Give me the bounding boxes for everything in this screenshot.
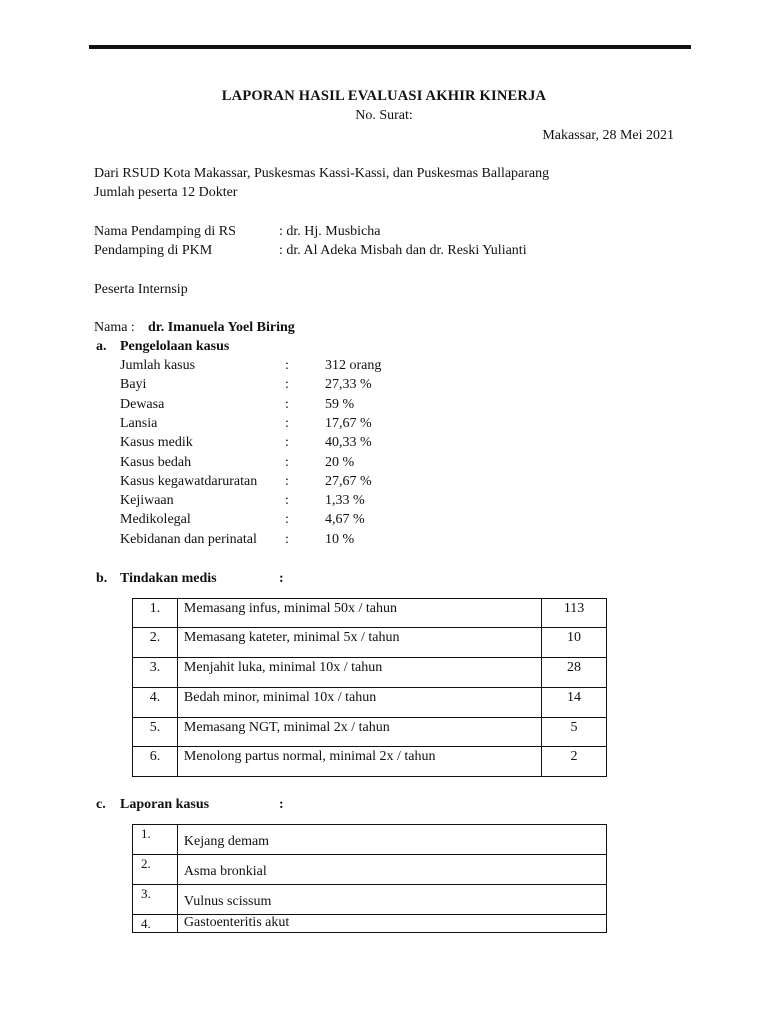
case-stat-value: 10 %: [325, 532, 355, 547]
case-reports-table: [132, 824, 607, 933]
procedure-count: 5: [570, 720, 578, 735]
case-stat-value: 27,33 %: [325, 377, 372, 392]
case-stat-value: 17,67 %: [325, 416, 372, 431]
case-stat-label: Kejiwaan: [120, 493, 174, 508]
section-b-marker: b.: [96, 571, 108, 586]
section-a-title: Pengelolaan kasus: [120, 339, 230, 354]
table-row: [133, 825, 607, 855]
table-row: [133, 855, 607, 885]
case-stat-value: 1,33 %: [325, 493, 365, 508]
letter-date: Makassar, 28 Mei 2021: [542, 128, 674, 143]
case-stat-label: Dewasa: [120, 397, 165, 412]
procedures-table: [132, 598, 607, 777]
table-row: [133, 628, 607, 658]
case-stat-label: Kebidanan dan perinatal: [120, 532, 257, 547]
section-c-colon: :: [279, 797, 284, 812]
row-number: 2.: [141, 856, 151, 871]
procedure-description: Menolong partus normal, minimal 2x / tahun: [183, 749, 436, 764]
procedure-description: Menjahit luka, minimal 10x / tahun: [183, 660, 383, 675]
case-stat-value: 27,67 %: [325, 474, 372, 489]
procedure-count: 10: [567, 630, 582, 645]
row-number: 1.: [141, 826, 151, 841]
case-stat-label: Kasus medik: [120, 435, 193, 450]
intro-participants: Jumlah peserta 12 Dokter: [94, 185, 238, 200]
case-stat-colon: :: [285, 455, 289, 470]
participant-name-label: Nama :: [94, 320, 135, 335]
table-row: [133, 915, 607, 933]
participants-heading: Peserta Internsip: [94, 282, 188, 297]
section-c-marker: c.: [96, 797, 106, 812]
case-stat-label: Lansia: [120, 416, 158, 431]
procedure-description: Memasang kateter, minimal 5x / tahun: [183, 630, 400, 645]
case-report-title: Gastoenteritis akut: [183, 915, 290, 930]
pkm-supervisor-value: : dr. Al Adeka Misbah dan dr. Reski Yulianti: [279, 243, 527, 258]
rs-supervisor-label: Nama Pendamping di RS: [94, 224, 236, 239]
section-b-title: Tindakan medis: [120, 571, 217, 586]
case-stat-value: 40,33 %: [325, 435, 372, 450]
participant-name: dr. Imanuela Yoel Biring: [148, 320, 295, 335]
table-row: [133, 718, 607, 747]
procedure-count: 14: [567, 690, 582, 705]
rs-supervisor-value: : dr. Hj. Musbicha: [279, 224, 381, 239]
intro-origin: Dari RSUD Kota Makassar, Puskesmas Kassi-Kassi, dan Puskesmas Ballaparang: [94, 166, 550, 181]
letter-number: No. Surat:: [355, 108, 413, 123]
case-stat-label: Medikolegal: [120, 512, 191, 527]
row-number: 6.: [149, 749, 161, 764]
document-title: LAPORAN HASIL EVALUASI AKHIR KINERJA: [221, 88, 547, 104]
section-b-colon: :: [279, 571, 284, 586]
case-stat-value: 59 %: [325, 397, 355, 412]
case-stat-colon: :: [285, 397, 289, 412]
case-stat-colon: :: [285, 512, 289, 527]
case-stat-label: Jumlah kasus: [120, 358, 196, 373]
row-number: 4.: [149, 690, 161, 705]
case-stat-colon: :: [285, 416, 289, 431]
row-number: 2.: [149, 630, 161, 645]
table-row: [133, 747, 607, 777]
pkm-supervisor-label: Pendamping di PKM: [94, 243, 213, 258]
table-row: [133, 599, 607, 628]
case-stat-colon: :: [285, 532, 289, 547]
procedure-description: Memasang NGT, minimal 2x / tahun: [183, 720, 390, 735]
case-stat-label: Bayi: [120, 377, 147, 392]
section-a-marker: a.: [96, 339, 107, 354]
case-stat-label: Kasus bedah: [120, 455, 192, 470]
procedure-count: 113: [563, 601, 585, 616]
procedure-count: 2: [570, 749, 578, 764]
case-stat-colon: :: [285, 493, 289, 508]
row-number: 3.: [141, 886, 151, 901]
case-report-title: Asma bronkial: [183, 863, 267, 879]
row-number: 1.: [149, 601, 161, 616]
procedure-count: 28: [567, 660, 582, 675]
procedure-description: Memasang infus, minimal 50x / tahun: [183, 601, 397, 616]
case-report-title: Kejang demam: [183, 833, 270, 849]
case-report-title: Vulnus scissum: [183, 893, 272, 909]
section-c-title: Laporan kasus: [120, 797, 210, 812]
table-row: [133, 688, 607, 718]
case-stat-value: 312 orang: [325, 358, 382, 373]
table-row: [133, 885, 607, 915]
row-number: 4.: [141, 916, 151, 931]
case-stat-colon: :: [285, 358, 289, 373]
procedure-description: Bedah minor, minimal 10x / tahun: [183, 690, 377, 705]
row-number: 3.: [149, 660, 161, 675]
case-stat-colon: :: [285, 474, 289, 489]
case-stat-value: 4,67 %: [325, 512, 365, 527]
case-stat-label: Kasus kegawatdaruratan: [120, 474, 258, 489]
header-rule: [89, 45, 691, 49]
case-stat-colon: :: [285, 435, 289, 450]
case-stat-value: 20 %: [325, 455, 355, 470]
row-number: 5.: [149, 720, 161, 735]
table-row: [133, 658, 607, 688]
case-stat-colon: :: [285, 377, 289, 392]
